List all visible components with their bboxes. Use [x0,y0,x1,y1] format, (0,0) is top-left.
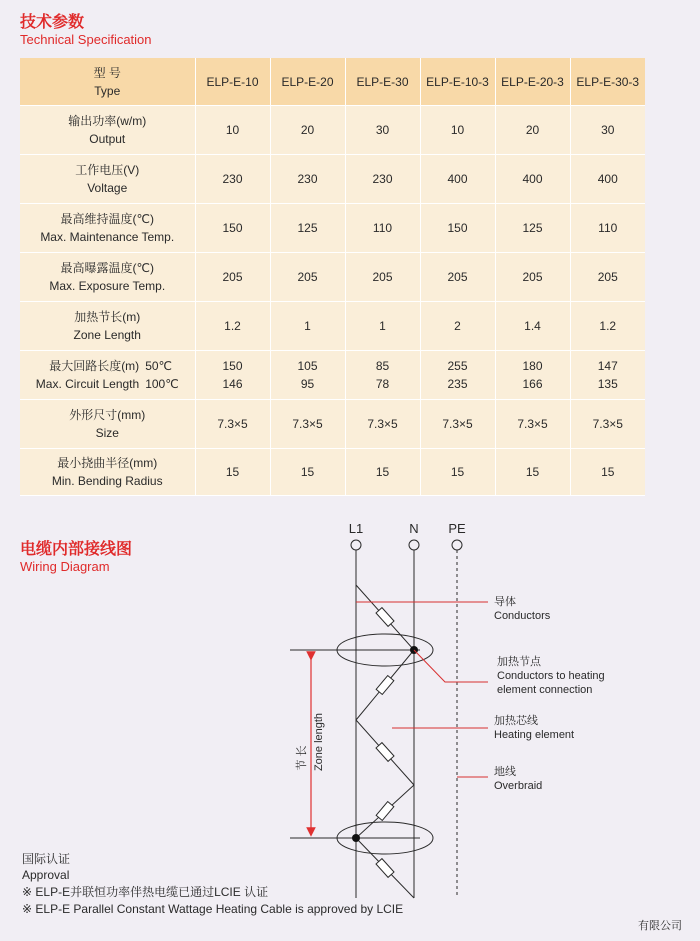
table-cell: 205 [345,253,420,302]
table-cell: 1.4 [495,302,570,351]
wiring-title-en: Wiring Diagram [20,559,110,574]
circuit-temp-100: 100℃ [145,377,179,391]
leader-connection [414,650,488,682]
approval-title-en: Approval [22,868,70,882]
resistor-icon [376,743,394,762]
table-cell: 205 [270,253,345,302]
resistor-icon [376,676,394,695]
row-label-en: Max. Exposure Temp. [49,279,166,293]
row-label-en: Size [95,426,119,440]
table-cell: 20 [495,106,570,155]
row-label-cn: 最大回路长度(m) [49,359,140,373]
table-cell: 400 [420,155,495,204]
table-cell: 1.2 [195,302,270,351]
spec-title-en: Technical Specification [20,32,152,47]
zone-label-en: Zone length [313,712,325,772]
table-cell: 205 [420,253,495,302]
table-cell: 30 [345,106,420,155]
table-cell: 230 [195,155,270,204]
table-cell: 15 [420,449,495,496]
label-overbraid-cn: 地线 [494,766,516,778]
model-header: ELP-E-20 [270,58,345,106]
label-element-en: Heating element [494,729,575,741]
row-label-cn: 输出功率(w/m) [68,114,147,128]
resistor-icon [376,802,394,821]
cell-value-50: 255 [447,359,468,373]
row-label-en: Min. Bending Radius [51,474,163,488]
row-label-cn: 最高维持温度(℃) [60,212,154,226]
table-cell: 230 [270,155,345,204]
table-cell: 125 [270,204,345,253]
terminal-l1-circle [351,540,361,550]
terminal-label-l1: L1 [348,521,364,536]
table-cell: 205 [495,253,570,302]
model-header: ELP-E-30-3 [570,58,645,106]
table-cell: 15 [345,449,420,496]
label-overbraid [494,765,542,793]
row-label-en: Max. Circuit Length [35,377,140,391]
table-cell: 1.2 [570,302,645,351]
row-label-en: Max. Maintenance Temp. [40,230,175,244]
row-label-en: Zone Length [73,328,141,342]
table-cell: 150 [420,204,495,253]
row-label-cn: 加热节长(m) [74,310,141,324]
table-cell: 125 [495,204,570,253]
label-connection-en1: Conductors to heating [497,670,605,682]
table-cell: 1 [270,302,345,351]
resistor-icon [376,608,394,627]
table-cell: 7.3×5 [495,400,570,449]
table-cell: 20 [270,106,345,155]
approval-title-cn: 国际认证 [22,852,71,866]
row-label-cn: 最高曝露温度(℃) [60,261,154,275]
cell-value-50: 85 [375,359,390,373]
table-cell: 400 [495,155,570,204]
cell-value-100: 166 [522,377,543,391]
cell-value-50: 150 [222,359,243,373]
cell-value-50: 147 [597,359,618,373]
model-header: ELP-E-20-3 [495,58,570,106]
table-cell: 15 [195,449,270,496]
table-cell: 7.3×5 [270,400,345,449]
label-conductors [494,595,550,623]
label-element-cn: 加热芯线 [494,715,538,727]
table-cell: 7.3×5 [420,400,495,449]
terminal-n-circle [409,540,419,550]
table-cell: 15 [495,449,570,496]
table-cell: 7.3×5 [570,400,645,449]
label-conductors-en: Conductors [494,610,551,622]
table-cell: 15 [270,449,345,496]
row-label-cn: 外形尺寸(mm) [69,408,146,422]
row-label-cn: 工作电压(V) [75,163,140,177]
circuit-temp-50: 50℃ [145,359,173,373]
type-label-en: Type [94,83,121,98]
label-heating-element [494,714,574,742]
label-conductors-cn: 导体 [494,596,516,608]
terminal-pe-circle [452,540,462,550]
table-cell: 10 [195,106,270,155]
cell-value-50: 180 [522,359,543,373]
type-label-cn: 型 号 [93,65,121,80]
spec-title-cn: 技术参数 [20,14,85,31]
table-cell: 1 [345,302,420,351]
table-cell: 110 [570,204,645,253]
cell-value-100: 235 [447,377,468,391]
table-cell: 205 [570,253,645,302]
table-cell: 400 [570,155,645,204]
table-cell: 7.3×5 [345,400,420,449]
cell-value-100: 78 [375,377,390,391]
table-cell: 7.3×5 [195,400,270,449]
cell-value-100: 95 [300,377,315,391]
wiring-title-cn: 电缆内部接线图 [20,541,133,558]
label-connection-cn: 加热节点 [497,656,541,668]
zone-label-cn: 节 长 [296,745,308,771]
cell-value-100: 146 [222,377,243,391]
table-cell: 230 [345,155,420,204]
terminal-label-n: N [409,521,419,536]
table-cell: 110 [345,204,420,253]
cell-value-50: 105 [297,359,318,373]
company-footer: 有限公司 [638,920,682,932]
table-cell: 10 [420,106,495,155]
table-cell: 150 [195,204,270,253]
row-label-cn: 最小挠曲半径(mm) [57,456,158,470]
model-header: ELP-E-10-3 [420,58,495,106]
label-overbraid-en: Overbraid [494,780,543,792]
row-label-en: Voltage [87,181,128,195]
model-header: ELP-E-30 [345,58,420,106]
table-cell: 2 [420,302,495,351]
connection-dot-bottom [352,834,360,842]
cell-value-100: 135 [597,377,618,391]
terminal-label-pe: PE [448,521,466,536]
approval-note-en: ※ ELP-E Parallel Constant Wattage Heating Cable is approved by LCIE [22,902,404,916]
label-connection [497,655,605,697]
row-label-en: Output [89,132,126,146]
approval-section [22,851,403,917]
model-header: ELP-E-10 [195,58,270,106]
table-cell: 15 [570,449,645,496]
label-connection-en2: element connection [497,684,593,696]
table-cell: 205 [195,253,270,302]
table-cell: 30 [570,106,645,155]
approval-note-cn: ※ ELP-E并联恒功率伴热电缆已通过LCIE 认证 [22,885,269,899]
